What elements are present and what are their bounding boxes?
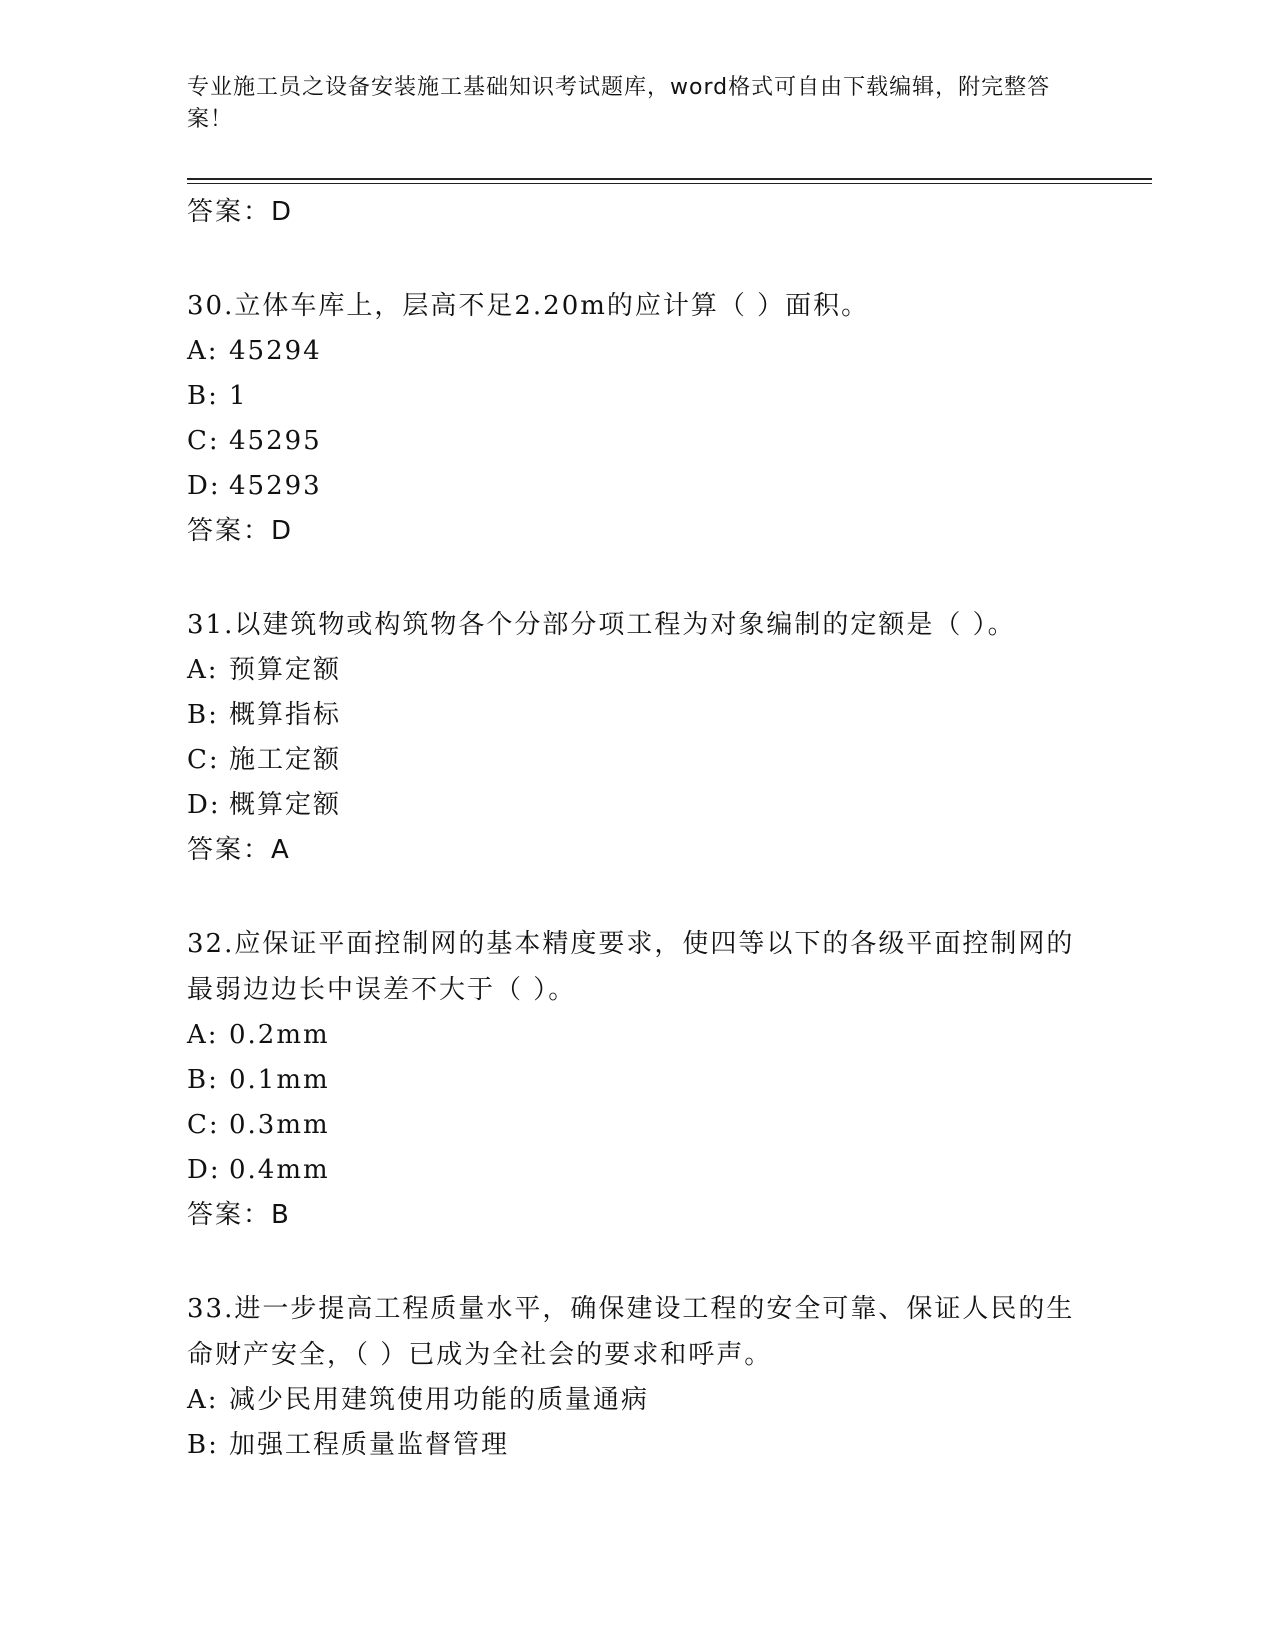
option-text: 1 xyxy=(229,381,248,411)
option-text: 0.2mm xyxy=(229,1020,330,1050)
option-text: 预算定额 xyxy=(229,655,342,685)
option-label: B: xyxy=(187,381,219,411)
option-label: C: xyxy=(187,426,220,456)
option-text: 减少民用建筑使用功能的质量通病 xyxy=(229,1385,650,1415)
question-stem: 30.立体车库上，层高不足2.20m的应计算（ ）面积。 xyxy=(187,291,870,321)
spacer xyxy=(187,234,1087,283)
question-list xyxy=(187,190,1087,1468)
question-block xyxy=(187,283,1087,553)
option-d xyxy=(187,1148,1087,1193)
question-stem: 33.进一步提高工程质量水平，确保建设工程的安全可靠、保证人民的生命财产安全，（ ）已成为全社会的要求和呼声。 xyxy=(187,1294,1075,1370)
option-a xyxy=(187,648,1087,693)
option-label: D: xyxy=(187,1155,221,1185)
header-divider-thin xyxy=(187,183,1152,184)
option-text: 45294 xyxy=(229,336,322,366)
option-text: 加强工程质量监督管理 xyxy=(229,1430,510,1460)
answer-line: 答案：A xyxy=(187,835,291,865)
option-label: B: xyxy=(187,1430,219,1460)
option-label: C: xyxy=(187,745,220,775)
option-label: B: xyxy=(187,700,219,730)
option-b xyxy=(187,1423,1087,1468)
option-text: 概算定额 xyxy=(229,790,342,820)
question-block xyxy=(187,1286,1087,1468)
option-text: 45293 xyxy=(229,471,322,501)
question-stem: 32.应保证平面控制网的基本精度要求，使四等以下的各级平面控制网的最弱边边长中误差不大于（ ）。 xyxy=(187,929,1075,1005)
header-divider-thick xyxy=(187,178,1152,180)
answer-line: 答案：D xyxy=(187,516,294,546)
option-label: D: xyxy=(187,471,221,501)
option-c xyxy=(187,738,1087,783)
document-header xyxy=(187,72,1067,136)
option-label: A: xyxy=(187,655,219,685)
option-label: C: xyxy=(187,1110,220,1140)
question-stem: 31.以建筑物或构筑物各个分部分项工程为对象编制的定额是（ ）。 xyxy=(187,610,1016,640)
option-text: 施工定额 xyxy=(229,745,342,775)
spacer xyxy=(187,872,1087,921)
option-a xyxy=(187,1378,1087,1423)
option-label: B: xyxy=(187,1065,219,1095)
option-a xyxy=(187,329,1087,374)
option-c xyxy=(187,419,1087,464)
option-b xyxy=(187,693,1087,738)
option-b xyxy=(187,1058,1087,1103)
question-block xyxy=(187,602,1087,872)
option-text: 概算指标 xyxy=(229,700,342,730)
option-text: 45295 xyxy=(229,426,322,456)
option-a xyxy=(187,1013,1087,1058)
spacer xyxy=(187,553,1087,602)
option-c xyxy=(187,1103,1087,1148)
option-label: A: xyxy=(187,1020,219,1050)
answer-line: 答案：B xyxy=(187,1200,291,1230)
option-text: 0.4mm xyxy=(229,1155,330,1185)
option-d xyxy=(187,783,1087,828)
answer-line: 答案：D xyxy=(187,197,294,227)
option-text: 0.3mm xyxy=(229,1110,330,1140)
option-label: D: xyxy=(187,790,221,820)
spacer xyxy=(187,1237,1087,1286)
option-b xyxy=(187,374,1087,419)
option-label: A: xyxy=(187,1385,219,1415)
option-label: A: xyxy=(187,336,219,366)
header-title: 专业施工员之设备安装施工基础知识考试题库，word格式可自由下载编辑，附完整答案！ xyxy=(187,75,1051,132)
question-block xyxy=(187,921,1087,1237)
option-text: 0.1mm xyxy=(229,1065,330,1095)
option-d xyxy=(187,464,1087,509)
